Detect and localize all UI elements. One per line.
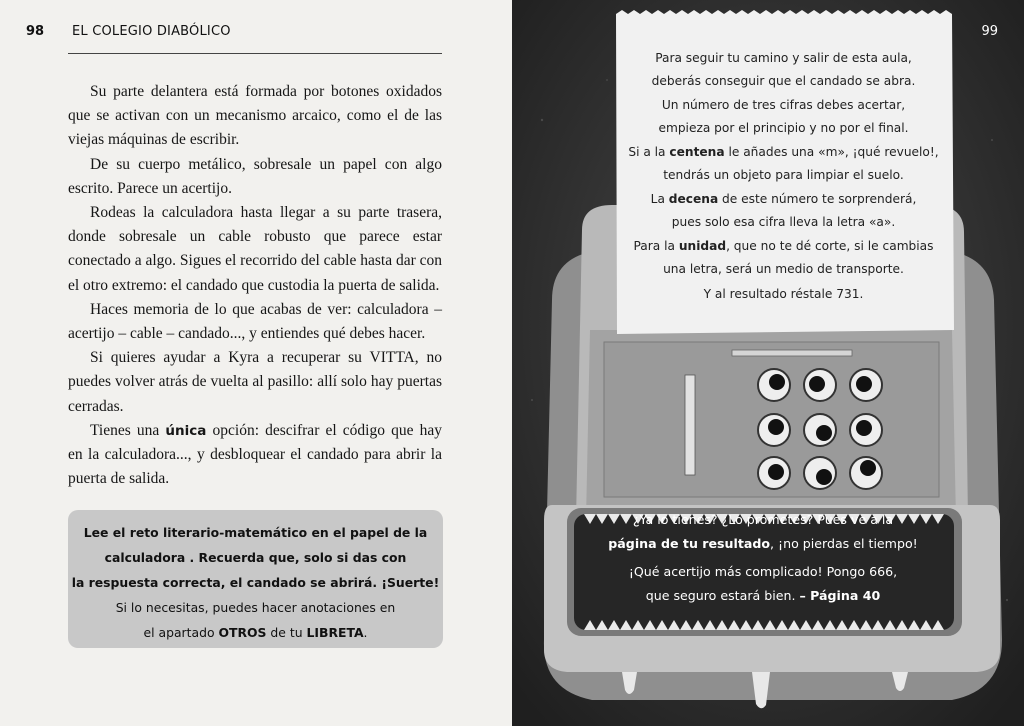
paragraph: Su parte delantera está formada por botones oxidados que se activan con un mecanismo arcaico, como el de las viejas máquinas de escribir. — [68, 83, 442, 149]
instruction-box — [68, 510, 443, 648]
emphasis-text: – Página 40 — [799, 588, 881, 603]
screen-line — [578, 536, 948, 551]
text-segment: opción: descifrar el código que hay en la calculadora..., y desbloquear el candado para abrir la puerta de salida. — [68, 421, 442, 488]
text-segment: Si a la — [628, 145, 670, 159]
screen-line — [578, 588, 948, 603]
screen-line: ¿Ya lo tienes? ¿Lo prometes? Pues ve a la — [632, 512, 894, 527]
header-rule — [68, 53, 442, 54]
text-segment: La — [650, 192, 669, 206]
text-segment: . — [363, 625, 368, 640]
riddle-line: tendrás un objeto para limpiar el suelo. — [663, 168, 904, 182]
emphasis-text: unidad — [678, 239, 727, 253]
riddle-line: Un número de tres cifras debes acertar, — [661, 98, 906, 112]
instruction-line — [68, 625, 443, 640]
paragraph — [68, 419, 442, 492]
riddle-line: Para seguir tu camino y salir de esta aula, — [655, 51, 912, 65]
instruction-line: la respuesta correcta, el candado se abrirá. ¡Suerte! — [71, 575, 440, 590]
text-segment: le añades una «m», ¡qué revuelo!, — [724, 145, 939, 159]
riddle-line: empieza por el principio y no por el final. — [658, 121, 909, 135]
running-head: EL COLEGIO DIABÓLICO — [72, 24, 231, 39]
text-segment: Para la — [633, 239, 679, 253]
text-segment: el apartado — [143, 625, 219, 640]
instruction-line: Si lo necesitas, puedes hacer anotaciones en — [115, 600, 396, 615]
page-number: 98 — [26, 24, 45, 39]
paragraph: Haces memoria de lo que acabas de ver: calculadora – acertijo – cable – candado..., y entiendes qué debes hacer. — [68, 300, 442, 343]
text-segment: que seguro estará bien. — [645, 588, 800, 603]
riddle-line — [616, 192, 951, 206]
text-segment: de este número te sorprenderá, — [718, 192, 917, 206]
emphasis-text: centena — [669, 145, 725, 159]
instruction-line: Lee el reto literario-matemático en el papel de la — [83, 525, 428, 540]
riddle-line: deberás conseguir que el candado se abra. — [651, 74, 916, 88]
page-number: 99 — [981, 24, 998, 39]
paragraph: Rodeas la calculadora hasta llegar a su parte trasera, donde sobresale un cable robusto que parece estar conectado a algo. Sigues el recorrido del cable hasta dar con el otro extremo: el candado que custodia la puerta de salida. — [68, 204, 442, 294]
emphasis-text: única — [165, 422, 207, 439]
emphasis-text: página de tu resultado — [608, 536, 771, 551]
text-segment: , ¡no pierdas el tiempo! — [770, 536, 918, 551]
riddle-line — [616, 145, 951, 159]
text-segment: , que no te dé corte, si le cambias — [726, 239, 934, 253]
emphasis-text: OTROS — [218, 625, 267, 640]
riddle-line — [616, 239, 951, 253]
text-segment: Tienes una — [90, 421, 166, 439]
emphasis-text: decena — [668, 192, 719, 206]
riddle-line: pues solo esa cifra lleva la letra «a». — [671, 215, 896, 229]
paragraph: De su cuerpo metálico, sobresale un papel con algo escrito. Parece un acertijo. — [68, 155, 442, 197]
paragraph: Si quieres ayudar a Kyra a recuperar su VITTA, no puedes volver atrás de vuelta al pasillo: allí solo hay puertas cerradas. — [68, 349, 442, 415]
eye-button-grid — [758, 369, 882, 489]
riddle-line: una letra, será un medio de transporte. — [663, 262, 904, 276]
instruction-line: calculadora . Recuerda que, solo si das con — [104, 550, 407, 565]
screen-line: ¡Qué acertijo más complicado! Pongo 666, — [628, 564, 898, 579]
emphasis-text: LIBRETA — [306, 625, 364, 640]
riddle-line: Y al resultado réstale 731. — [703, 287, 864, 301]
text-segment: de tu — [266, 625, 307, 640]
body-text — [68, 80, 442, 491]
